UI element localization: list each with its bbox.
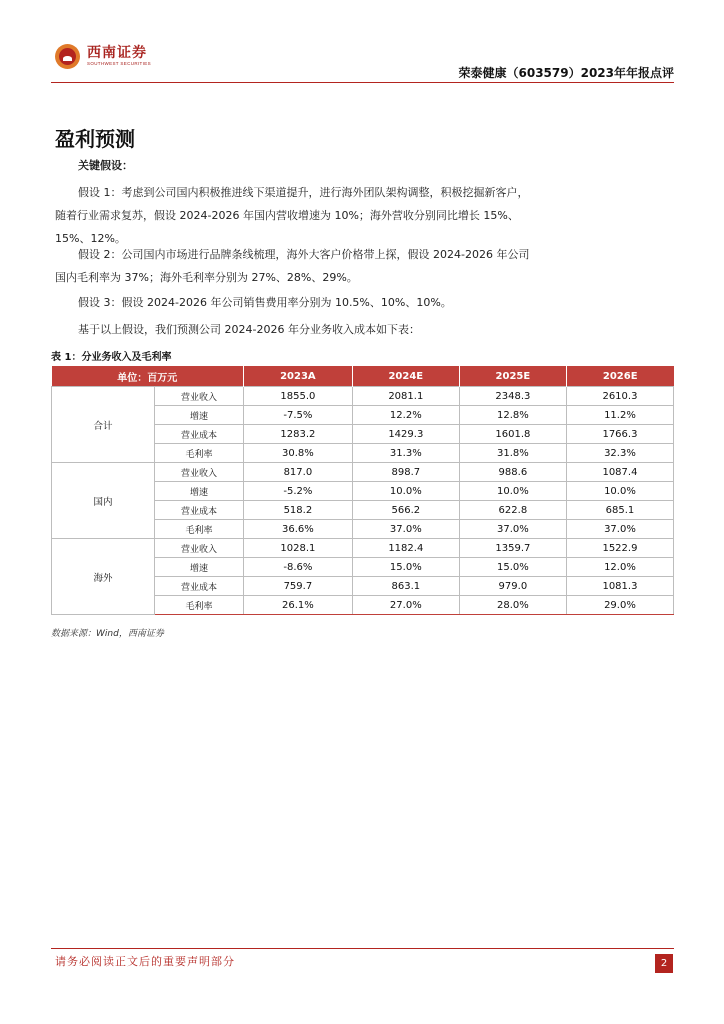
value-cell: 1601.8	[459, 425, 566, 444]
metric-label-cell: 营业成本	[155, 577, 244, 596]
metric-label-cell: 毛利率	[155, 444, 244, 463]
disclaimer-note: 请务必阅读正文后的重要声明部分	[55, 955, 235, 968]
value-cell: 1283.2	[244, 425, 353, 444]
value-cell: 685.1	[566, 501, 673, 520]
value-cell: 31.3%	[352, 444, 459, 463]
data-source-note: 数据来源：Wind，西南证券	[51, 629, 164, 639]
metric-label-cell: 营业成本	[155, 501, 244, 520]
value-cell: 518.2	[244, 501, 353, 520]
value-cell: 1182.4	[352, 539, 459, 558]
value-cell: 979.0	[459, 577, 566, 596]
year-header: 2024E	[352, 366, 459, 387]
value-cell: 12.0%	[566, 558, 673, 577]
segment-name-cell: 合计	[52, 387, 155, 463]
metric-label-cell: 营业成本	[155, 425, 244, 444]
value-cell: 32.3%	[566, 444, 673, 463]
assumption-paragraph-2: 假设 2：公司国内市场进行品牌条线梳理，海外大客户价格带上探，假设 2024-2026 年公司国内毛利率为 37%；海外毛利率分别为 27%、28%、29%。	[55, 248, 530, 284]
value-cell: 817.0	[244, 463, 353, 482]
segment-name-cell: 国内	[52, 463, 155, 539]
value-cell: 2081.1	[352, 387, 459, 406]
key-assumptions-heading: 关键假设：	[78, 159, 133, 172]
value-cell: 988.6	[459, 463, 566, 482]
table-row	[52, 387, 674, 406]
value-cell: 566.2	[352, 501, 459, 520]
value-cell: 1429.3	[352, 425, 459, 444]
section-title: 盈利预测	[55, 127, 135, 151]
year-header: 2025E	[459, 366, 566, 387]
unit-header: 单位：百万元	[52, 366, 244, 387]
year-header: 2026E	[566, 366, 673, 387]
logo-chinese-name: 西南证券	[87, 45, 147, 61]
company-logo	[55, 44, 151, 69]
metric-label-cell: 营业收入	[155, 463, 244, 482]
value-cell: -8.6%	[244, 558, 353, 577]
value-cell: 1087.4	[566, 463, 673, 482]
metric-label-cell: 增速	[155, 482, 244, 501]
page-number: 2	[655, 954, 673, 973]
value-cell: -7.5%	[244, 406, 353, 425]
metric-label-cell: 增速	[155, 558, 244, 577]
value-cell: -5.2%	[244, 482, 353, 501]
value-cell: 10.0%	[566, 482, 673, 501]
value-cell: 1522.9	[566, 539, 673, 558]
value-cell: 1855.0	[244, 387, 353, 406]
table-row	[52, 463, 674, 482]
metric-label-cell: 毛利率	[155, 596, 244, 615]
assumption-paragraph-3: 假设 3：假设 2024-2026 年公司销售费用率分别为 10.5%、10%、10%。	[78, 296, 452, 309]
value-cell: 27.0%	[352, 596, 459, 615]
value-cell: 30.8%	[244, 444, 353, 463]
value-cell: 31.8%	[459, 444, 566, 463]
value-cell: 1359.7	[459, 539, 566, 558]
footer-divider	[51, 948, 674, 949]
report-title: 荣泰健康（603579）2023年年报点评	[458, 66, 674, 80]
segment-forecast-table	[51, 366, 674, 615]
logo-english-name: SOUTHWEST SECURITIES	[87, 61, 151, 66]
value-cell: 37.0%	[566, 520, 673, 539]
value-cell: 37.0%	[459, 520, 566, 539]
table-row	[52, 539, 674, 558]
value-cell: 15.0%	[352, 558, 459, 577]
metric-label-cell: 毛利率	[155, 520, 244, 539]
table-caption: 表 1：分业务收入及毛利率	[51, 352, 172, 363]
metric-label-cell: 营业收入	[155, 387, 244, 406]
assumption-paragraph-1: 假设 1：考虑到公司国内积极推进线下渠道提升，进行海外团队架构调整，积极挖掘新客户，随着行业需求复苏，假设 2024-2026 年国内营收增速为 10%；海外营收分别同比增长 15%、15%、12%。	[55, 186, 529, 245]
metric-label-cell: 营业收入	[155, 539, 244, 558]
value-cell: 26.1%	[244, 596, 353, 615]
value-cell: 28.0%	[459, 596, 566, 615]
value-cell: 863.1	[352, 577, 459, 596]
year-header: 2023A	[244, 366, 353, 387]
forecast-intro-paragraph: 基于以上假设，我们预测公司 2024-2026 年分业务收入成本如下表：	[78, 323, 420, 336]
segment-name-cell: 海外	[52, 539, 155, 615]
value-cell: 37.0%	[352, 520, 459, 539]
value-cell: 1081.3	[566, 577, 673, 596]
value-cell: 759.7	[244, 577, 353, 596]
value-cell: 11.2%	[566, 406, 673, 425]
value-cell: 15.0%	[459, 558, 566, 577]
value-cell: 12.8%	[459, 406, 566, 425]
header-divider	[51, 82, 674, 83]
value-cell: 1766.3	[566, 425, 673, 444]
table-header-row	[52, 366, 674, 387]
value-cell: 2610.3	[566, 387, 673, 406]
value-cell: 12.2%	[352, 406, 459, 425]
value-cell: 36.6%	[244, 520, 353, 539]
value-cell: 10.0%	[459, 482, 566, 501]
value-cell: 1028.1	[244, 539, 353, 558]
value-cell: 29.0%	[566, 596, 673, 615]
metric-label-cell: 增速	[155, 406, 244, 425]
value-cell: 622.8	[459, 501, 566, 520]
value-cell: 10.0%	[352, 482, 459, 501]
logo-emblem-icon	[55, 44, 80, 69]
value-cell: 2348.3	[459, 387, 566, 406]
value-cell: 898.7	[352, 463, 459, 482]
